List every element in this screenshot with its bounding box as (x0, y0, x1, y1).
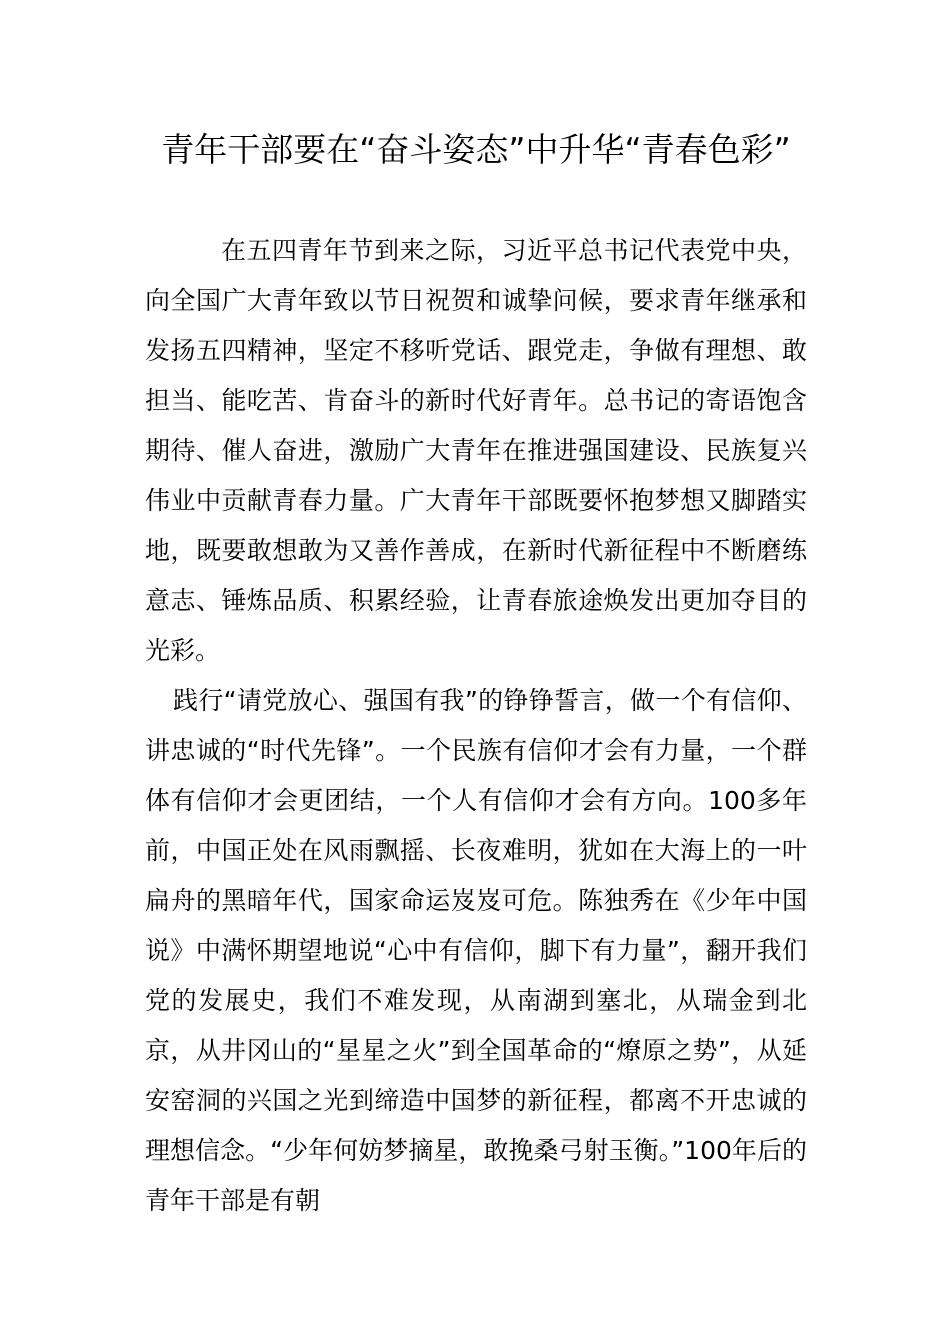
document-title: 青年干部要在“奋斗姿态”中升华“青春色彩” (161, 130, 791, 169)
paragraph-1: 在五四青年节到来之际，习近平总书记代表党中央，向全国广大青年致以节日祝贺和诚挚问候，要求青年继承和发扬五四精神，坚定不移听党话、跟党走，争做有理想、敢担当、能吃苦、肯奋斗的新时代好青年。总书记的寄语饱含期待、催人奋进，激励广大青年在推进强国建设、民族复兴伟业中贡献青春力量。广大青年干部既要怀抱梦想又脚踏实地，既要敢想敢为又善作善成，在新时代新征程中不断磨练意志、锤炼品质、积累经验，让青春旅途焕发出更加夺目的光彩。 (145, 236, 807, 665)
paragraph-2: 践行“请党放心、强国有我”的铮铮誓言，做一个有信仰、讲忠诚的“时代先锋”。一个民族有信仰才会有力量，一个群体有信仰才会更团结，一个人有信仰才会有方向。100多年前，中国正处在风雨飘摇、长夜难明，犹如在大海上的一叶扁舟的黑暗年代，国家命运岌岌可危。陈独秀在《少年中国说》中满怀期望地说“心中有信仰，脚下有力量”，翻开我们党的发展史，我们不难发现，从南湖到塞北，从瑞金到北京，从井冈山的“星星之火”到全国革命的“燎原之势”，从延安窑洞的兴国之光到缔造中国梦的新征程，都离不开忠诚的理想信念。“少年何妨梦摘星，敢挽桑弓射玉衡。”100年后的青年干部是有朝 (145, 686, 807, 1215)
document-body (145, 226, 807, 1226)
